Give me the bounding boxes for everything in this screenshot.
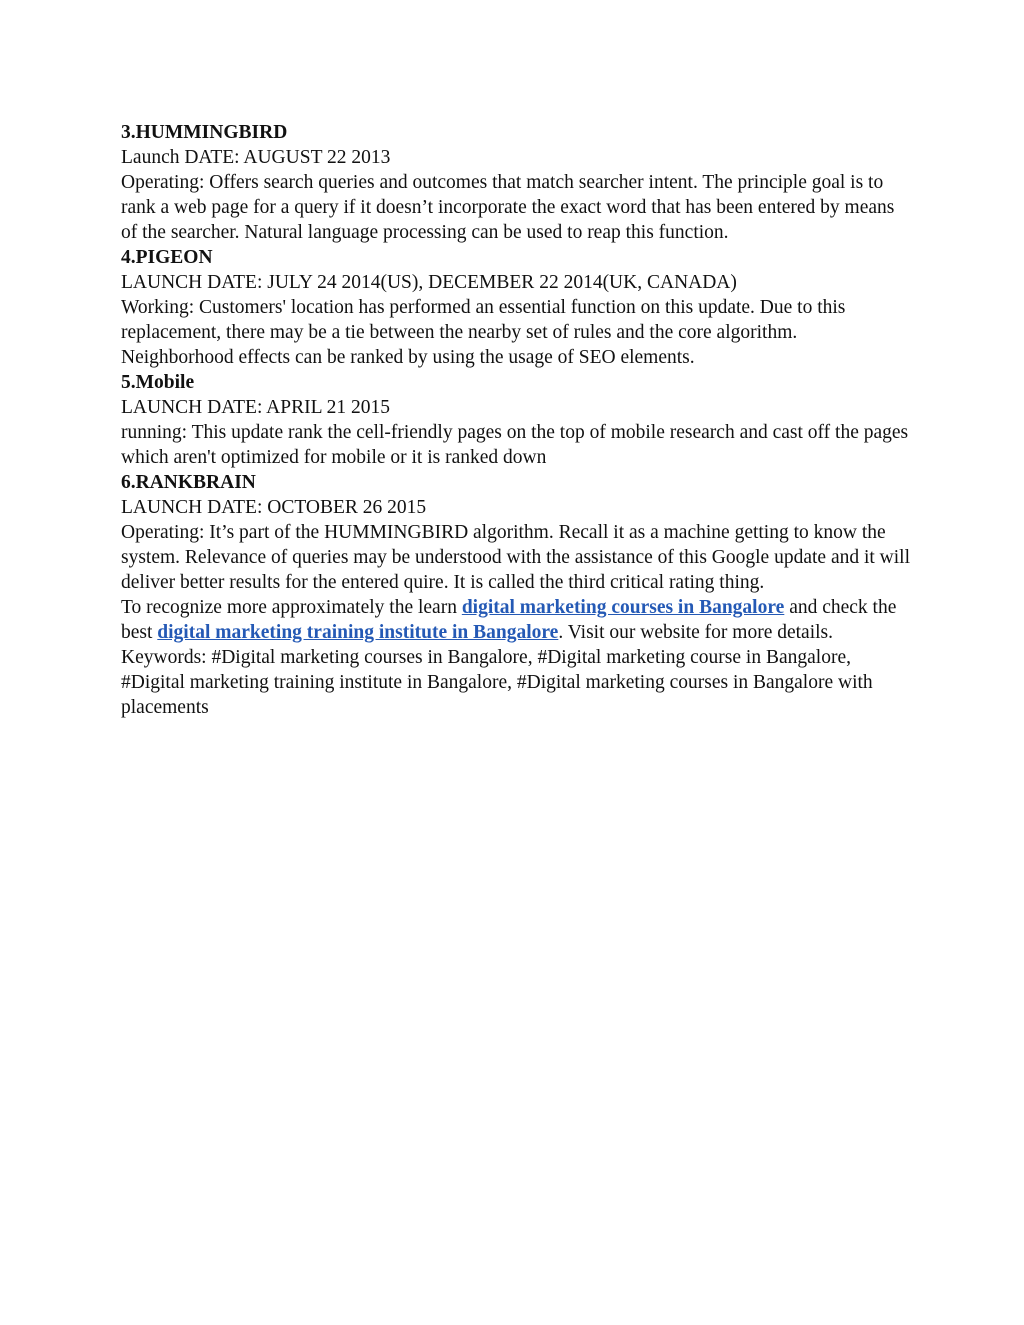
document-page (121, 120, 911, 720)
cta-text-1: To recognize more approximately the learn (121, 597, 462, 618)
launch-date-pigeon: LAUNCH DATE: JULY 24 2014(US), DECEMBER 22 2014(UK, CANADA) (121, 272, 737, 293)
call-to-action-paragraph (121, 595, 911, 645)
section-heading-pigeon: 4.PIGEON (121, 247, 213, 268)
launch-date-mobile: LAUNCH DATE: APRIL 21 2015 (121, 397, 391, 418)
section-heading-mobile: 5.Mobile (121, 372, 195, 393)
section-heading-rankbrain: 6.RANKBRAIN (121, 472, 256, 493)
launch-date-rankbrain: LAUNCH DATE: OCTOBER 26 2015 (121, 497, 427, 518)
cta-text-2: and check the best (121, 597, 897, 643)
section-body-mobile: running: This update rank the cell-friendly pages on the top of mobile research and cast off the pages which aren't optimized for mobile or it is ranked down (121, 422, 909, 468)
section-body-hummingbird: Operating: Offers search queries and outcomes that match searcher intent. The principle goal is to rank a web page for a query if it doesn’t incorporate the exact word that has been entered by means of the searcher. Natural language processing can be used to reap this function. (121, 172, 895, 243)
section-body-rankbrain: Operating: It’s part of the HUMMINGBIRD algorithm. Recall it as a machine getting to know the system. Relevance of queries may be understood with the assistance of this Google update and it will deliver better results for the entered quire. It is called the third critical rating thing. (121, 522, 911, 593)
section-body-pigeon: Working: Customers' location has performed an essential function on this update. Due to this replacement, there may be a tie between the nearby set of rules and the core algorithm. Neighborhood effects can be ranked by using the usage of SEO elements. (121, 297, 846, 368)
keywords-paragraph: Keywords: #Digital marketing courses in Bangalore, #Digital marketing course in Bangalore, #Digital marketing training institute in Bangalore, #Digital marketing courses in Bangalore with placements (121, 647, 873, 718)
digital-marketing-courses-link[interactable]: digital marketing courses in Bangalore (461, 597, 785, 618)
launch-date-hummingbird: Launch DATE: AUGUST 22 2013 (121, 147, 391, 168)
digital-marketing-institute-link[interactable]: digital marketing training institute in Bangalore (157, 622, 559, 643)
cta-text-3: . Visit our website for more details. (558, 622, 834, 643)
section-heading-hummingbird: 3.HUMMINGBIRD (121, 122, 288, 143)
